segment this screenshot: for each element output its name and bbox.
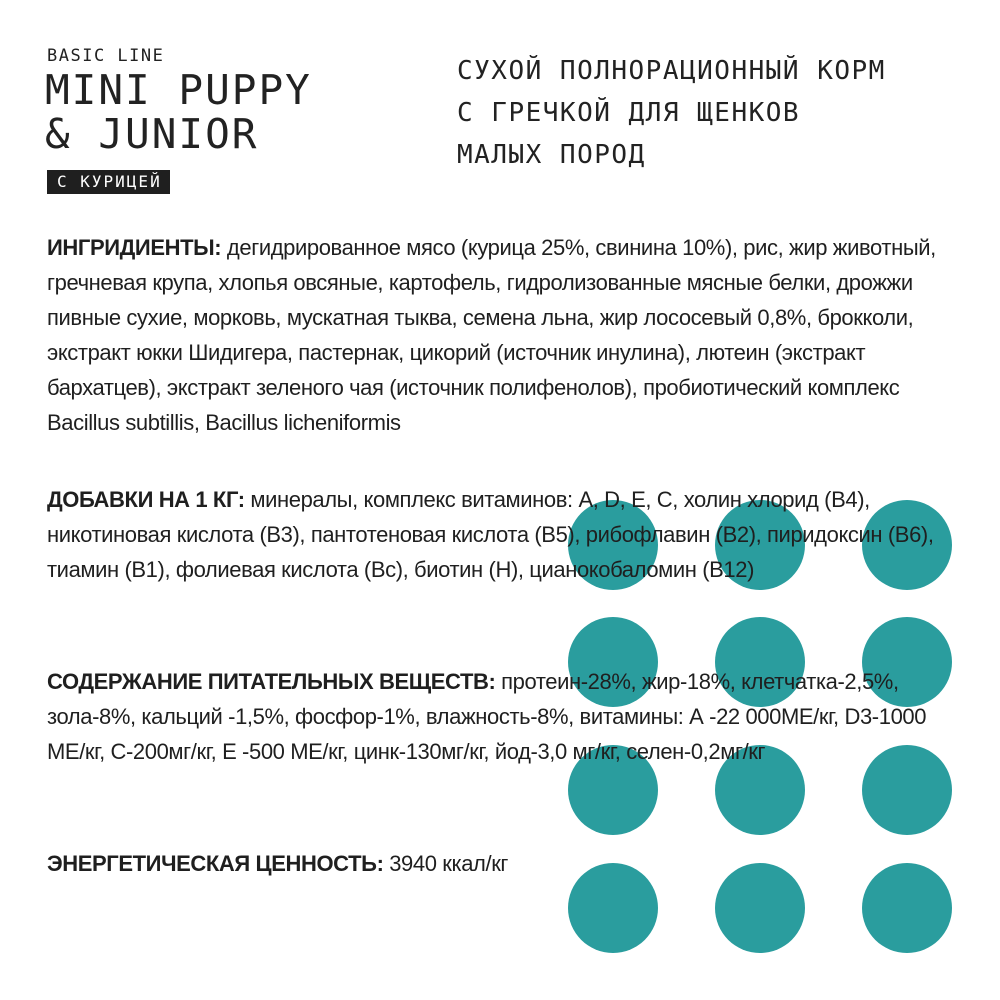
description-line: С ГРЕЧКОЙ ДЛЯ ЩЕНКОВ (457, 98, 801, 128)
product-description (457, 50, 977, 176)
ingredients-text: дегидрированное мясо (курица 25%, свинина 10%), рис, жир животный, гречневая крупа, хлопья овсяные, картофель, гидролизованные мясные белки, дрожжи пивные сухие, морковь, мускатная тыква, семена льна, жир лососевый 0,8%, брокколи, экстракт юкки Шидигера, пастернак, цикорий (источник инулина), лютеин (экстракт бархатцев), экстракт зеленого чая (источник полифенолов), пробиотический комплекс Bacillus subtillis, Bacillus licheniformis (47, 235, 936, 435)
ingredients-label: ИНГРИДИЕНТЫ: (47, 235, 227, 260)
additives-section (47, 482, 967, 587)
additives-text: минералы, комплекс витаминов: A, D, E, C, холин хлорид (B4), никотиновая кислота (B3), пантотеновая кислота (B5), рибофлавин (B2), пиридоксин (B6), тиамин (B1), фолиевая кислота (Bc), биотин (H), цианокобаломин (B12) (47, 487, 934, 582)
energy-text: 3940 ккал/кг (389, 851, 509, 876)
ingredients-section (47, 230, 967, 440)
nutrients-section (47, 664, 967, 769)
product-line: BASIC LINE (47, 46, 165, 66)
nutrients-text: протеин-28%, жир-18%, клетчатка-2,5%, зола-8%, кальций -1,5%, фосфор-1%, влажность-8%, витамины: А -22 000МЕ/кг, D3-1000 МЕ/кг, С-200мг/кг, Е -500 МЕ/кг, цинк-130мг/кг, йод-3,0 мг/кг, селен-0,2мг/кг (47, 669, 927, 764)
nutrients-label: СОДЕРЖАНИЕ ПИТАТЕЛЬНЫХ ВЕЩЕСТВ: (47, 669, 502, 694)
product-name-line: MINI PUPPY (45, 66, 312, 114)
description-line: МАЛЫХ ПОРОД (457, 140, 646, 170)
additives-label: ДОБАВКИ НА 1 КГ: (47, 487, 251, 512)
energy-label: ЭНЕРГЕТИЧЕСКАЯ ЦЕННОСТЬ: (47, 851, 390, 876)
product-name-line: & JUNIOR (45, 110, 259, 158)
description-line: СУХОЙ ПОЛНОРАЦИОННЫЙ КОРМ (457, 56, 886, 86)
product-name (45, 68, 312, 156)
flavor-badge: С КУРИЦЕЙ (47, 170, 170, 194)
energy-section (47, 846, 967, 881)
